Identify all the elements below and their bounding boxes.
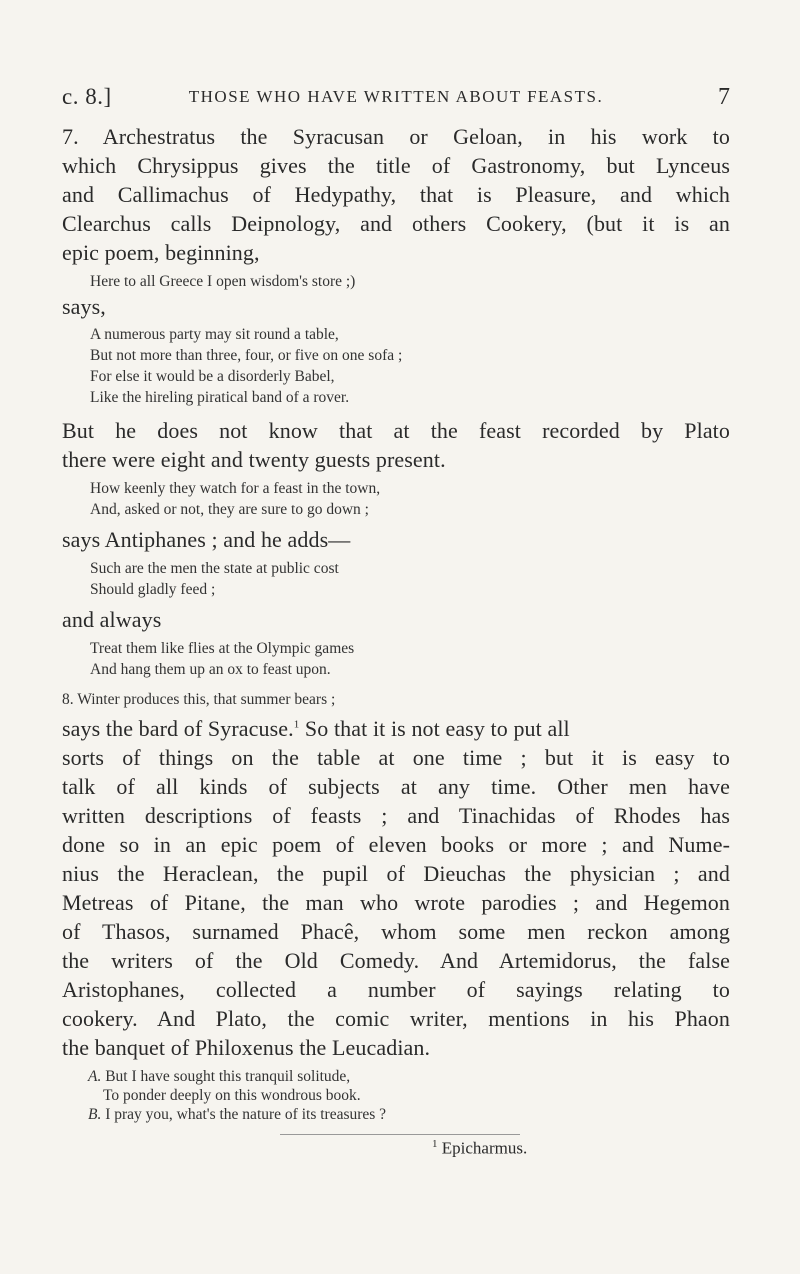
verse-line: But not more than three, four, or five on one sofa ; xyxy=(90,347,403,364)
verse-line: 8. Winter produces this, that summer bears ; xyxy=(62,691,336,708)
text-fragment: So that it is not easy to put all xyxy=(304,716,570,741)
verse-line: Should gladly feed ; xyxy=(90,581,216,598)
verse-line: And hang them up an ox to feast upon. xyxy=(90,661,331,678)
running-header xyxy=(62,84,730,114)
text-line: epic poem, beginning, xyxy=(62,240,260,265)
footnote xyxy=(432,1138,527,1159)
footnote-rule xyxy=(280,1134,520,1135)
running-title: THOSE WHO HAVE WRITTEN ABOUT FEASTS. xyxy=(188,87,604,106)
text-line: cookery. And Plato, the comic writer, mentions in his Phaon xyxy=(62,1006,730,1031)
text-line: and always xyxy=(62,607,162,632)
text-line: nius the Heraclean, the pupil of Dieuchas the physician ; and xyxy=(62,861,730,886)
text-line: and Callimachus of Hedypathy, that is Pleasure, and which xyxy=(62,182,730,207)
text-line: 7. Archestratus the Syracusan or Geloan, in his work to xyxy=(62,124,730,149)
text-line: there were eight and twenty guests present. xyxy=(62,447,446,472)
text-line xyxy=(62,716,730,742)
dialogue-text: But I have sought this tranquil solitude, xyxy=(105,1068,351,1085)
text-line: done so in an epic poem of eleven books or more ; and Nume- xyxy=(62,832,730,857)
footnote-marker: 1 xyxy=(293,718,300,731)
verse-line: For else it would be a disorderly Babel, xyxy=(90,368,335,385)
text-line: Clearchus calls Deipnology, and others Cookery, (but it is an xyxy=(62,211,730,236)
speaker-b: B. xyxy=(88,1106,102,1123)
speaker-a: A. xyxy=(88,1068,102,1085)
text-fragment: says the bard of Syracuse. xyxy=(62,716,294,741)
footnote-text: Epicharmus. xyxy=(441,1138,528,1158)
text-line: But he does not know that at the feast recorded by Plato xyxy=(62,418,730,443)
footnote-mark: 1 xyxy=(432,1138,438,1150)
verse-line: Here to all Greece I open wisdom's store ;) xyxy=(90,273,356,290)
verse-line: How keenly they watch for a feast in the town, xyxy=(90,480,381,497)
text-line: sorts of things on the table at one time ; but it is easy to xyxy=(62,745,730,770)
text-line: Aristophanes, collected a number of sayings relating to xyxy=(62,977,730,1002)
verse-line: Like the hireling piratical band of a rover. xyxy=(90,389,350,406)
text-line: of Thasos, surnamed Phacê, whom some men reckon among xyxy=(62,919,730,944)
dialogue-line xyxy=(88,1068,350,1086)
text-line: says, xyxy=(62,294,106,319)
dialogue-line xyxy=(88,1106,386,1124)
verse-line: Treat them like flies at the Olympic games xyxy=(90,640,355,657)
text-line: the banquet of Philoxenus the Leucadian. xyxy=(62,1035,431,1060)
section-ref: c. 8.] xyxy=(62,84,112,109)
text-line: which Chrysippus gives the title of Gastronomy, but Lynceus xyxy=(62,153,730,178)
text-line: Metreas of Pitane, the man who wrote parodies ; and Hegemon xyxy=(62,890,730,915)
text-line: the writers of the Old Comedy. And Artemidorus, the false xyxy=(62,948,730,973)
text-line: says Antiphanes ; and he adds— xyxy=(62,527,351,552)
text-line: written descriptions of feasts ; and Tinachidas of Rhodes has xyxy=(62,803,730,828)
dialogue-text: I pray you, what's the nature of its treasures ? xyxy=(105,1106,387,1123)
page-number: 7 xyxy=(718,84,730,110)
verse-line: And, asked or not, they are sure to go down ; xyxy=(90,501,369,518)
verse-line: A numerous party may sit round a table, xyxy=(90,326,339,343)
text-line: talk of all kinds of subjects at any time. Other men have xyxy=(62,774,730,799)
verse-line: Such are the men the state at public cost xyxy=(90,560,339,577)
dialogue-line: To ponder deeply on this wondrous book. xyxy=(103,1087,361,1104)
